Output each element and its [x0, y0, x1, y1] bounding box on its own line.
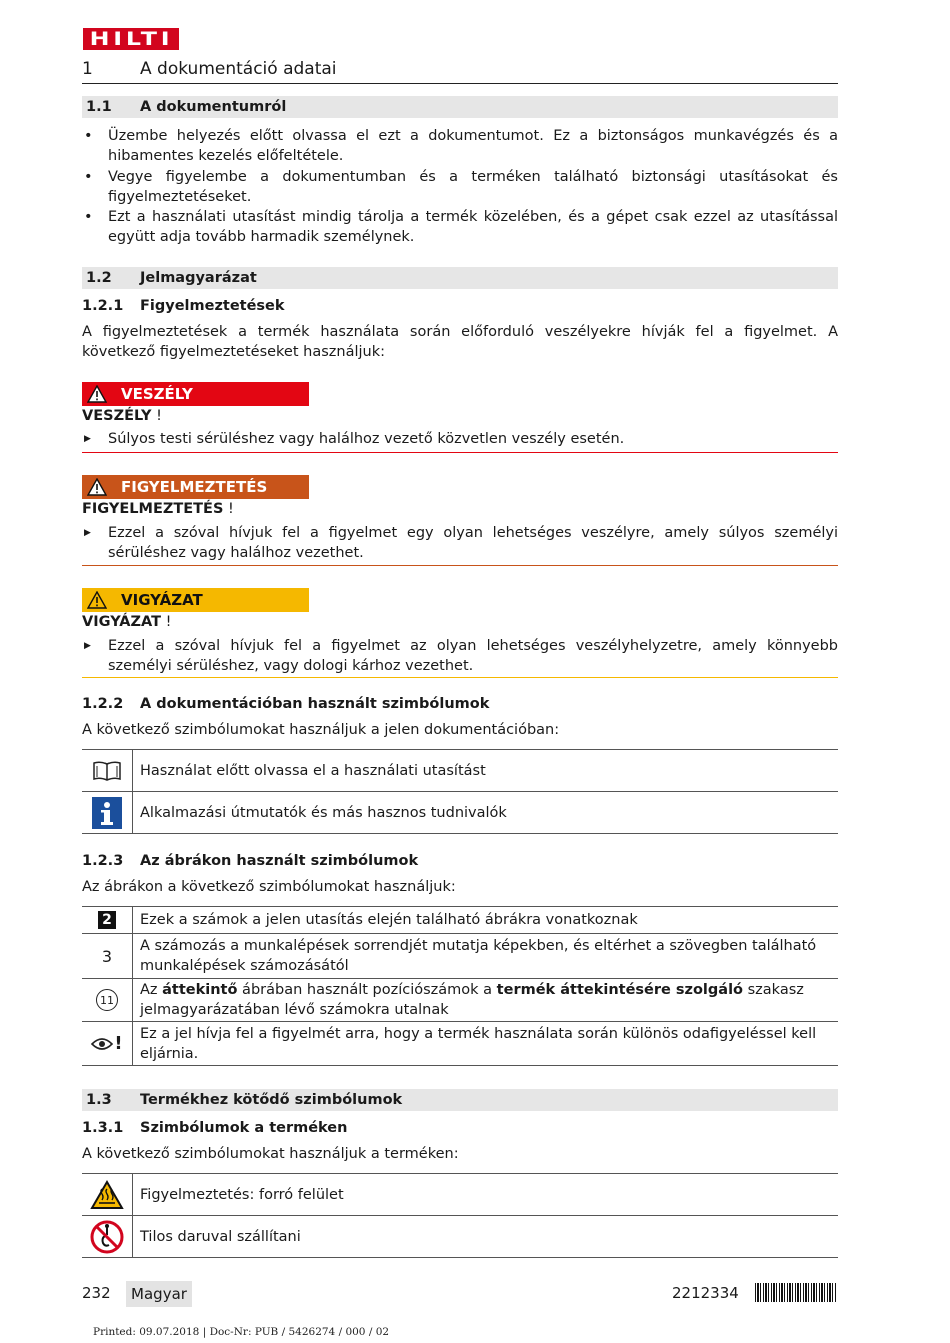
- symbol-description: Alkalmazási útmutatók és más hasznos tudnivalók: [140, 804, 507, 821]
- subsection-heading-1-3-1: [82, 1120, 838, 1140]
- signal-word: VESZÉLY !: [82, 408, 162, 424]
- list-item: [82, 126, 838, 166]
- list-item-text: Vegye figyelembe a dokumentumban és a terméken található biztonsági utasításokat és figyelmeztetéseket.: [108, 169, 838, 205]
- table-row: [82, 1022, 838, 1066]
- section-heading-1-3: [82, 1089, 838, 1111]
- position-number-icon: 11: [96, 989, 118, 1011]
- divider: [82, 565, 838, 566]
- list-item-text: Ezt a használati utasítást mindig tárolja a termék közelében, és a gépet csak ezzel az utasítással együtt adja tovább harmadik személynek.: [108, 209, 838, 245]
- bullet: •: [84, 169, 93, 185]
- figure-number-icon: 2: [98, 911, 116, 929]
- list-item: [82, 636, 838, 676]
- subsection-heading-1-2-2: [82, 696, 838, 716]
- step-number-icon: 3: [101, 946, 113, 966]
- symbol-description: Tilos daruval szállítani: [140, 1228, 301, 1245]
- eye-icon: [91, 1037, 113, 1051]
- table-row: [82, 934, 838, 979]
- print-info: Printed: 09.07.2018 | Doc-Nr: PUB / 5426274 / 000 / 02: [93, 1326, 390, 1338]
- warning-triangle-icon: [87, 478, 107, 496]
- table-row: [82, 907, 838, 934]
- subsection-number: 1.2.2: [82, 696, 124, 712]
- attention-icon: !: [114, 1033, 123, 1054]
- signal-label: VESZÉLY: [121, 385, 193, 403]
- subsection-title: A dokumentációban használt szimbólumok: [140, 696, 490, 712]
- signal-word: FIGYELMEZTETÉS !: [82, 501, 234, 517]
- list-item: [82, 429, 838, 449]
- document-number: 2212334: [672, 1284, 739, 1302]
- triangle-bullet-icon: ▶: [84, 641, 91, 651]
- list-item-text: Súlyos testi sérüléshez vagy halálhoz vezető közvetlen veszély esetén.: [108, 431, 625, 447]
- list-item: [82, 167, 838, 207]
- signal-panel-danger: [82, 382, 309, 406]
- chapter-number: 1: [82, 59, 93, 79]
- triangle-bullet-icon: ▶: [84, 434, 91, 444]
- section-title: Termékhez kötődő szimbólumok: [140, 1092, 403, 1108]
- symbol-description: Ezek a számok a jelen utasítás elején található ábrákra vonatkoznak: [140, 912, 638, 928]
- table-row: [82, 979, 838, 1022]
- info-icon: [92, 797, 122, 829]
- symbol-description: Az áttekintő ábrában használt pozíciószámok a termék áttekintésére szolgáló szakasz jelmagyarázatában lévő számokra utalnak: [140, 982, 804, 1018]
- divider: [82, 677, 838, 678]
- warning-triangle-icon: [87, 385, 107, 403]
- symbol-description: Ez a jel hívja fel a figyelmét arra, hogy a termék használata során különös odafigyeléssel kell eljárnia.: [140, 1025, 817, 1062]
- list-item: [82, 523, 838, 563]
- subsection-title: Az ábrákon használt szimbólumok: [140, 853, 419, 869]
- list-item-text: Ezzel a szóval hívjuk fel a figyelmet egy olyan lehetséges veszélyre, amely súlyos személyi sérüléshez vagy halálhoz vezethet.: [108, 525, 838, 561]
- signal-panel-caution: [82, 588, 309, 612]
- subsection-number: 1.2.1: [82, 298, 124, 314]
- section-number: 1.1: [86, 99, 112, 115]
- chapter-title: A dokumentáció adatai: [140, 59, 337, 79]
- paragraph: A figyelmeztetések a termék használata során előforduló veszélyekre hívják fel a figyelmet. A következő figyelmeztetéseket használjuk:: [82, 324, 838, 360]
- paragraph: A következő szimbólumokat használjuk a jelen dokumentációban:: [82, 722, 560, 738]
- signal-panel-warning: [82, 475, 309, 499]
- no-crane-icon: [90, 1220, 124, 1254]
- bullet: •: [84, 209, 93, 225]
- divider: [82, 452, 838, 453]
- table-row: [82, 750, 838, 792]
- subsection-number: 1.2.3: [82, 853, 124, 869]
- bullet: •: [84, 128, 93, 144]
- table-row: [82, 1216, 838, 1258]
- symbol-description: Használat előtt olvassa el a használati utasítást: [140, 762, 486, 779]
- chapter-heading: [82, 58, 838, 84]
- book-icon: [92, 760, 122, 782]
- subsection-title: Szimbólumok a terméken: [140, 1120, 348, 1136]
- language-label: Magyar: [126, 1281, 192, 1307]
- subsection-title: Figyelmeztetések: [140, 298, 285, 314]
- hilti-logo: HILTI: [83, 28, 179, 50]
- section-number: 1.2: [86, 270, 112, 286]
- table-row: [82, 792, 838, 834]
- section-title: Jelmagyarázat: [140, 270, 257, 286]
- subsection-heading-1-2-1: [82, 298, 838, 318]
- barcode: [755, 1283, 837, 1302]
- hot-surface-icon: [90, 1180, 124, 1210]
- table-row: [82, 1174, 838, 1216]
- triangle-bullet-icon: ▶: [84, 528, 91, 538]
- paragraph: Az ábrákon a következő szimbólumokat használjuk:: [82, 879, 456, 895]
- signal-label: FIGYELMEZTETÉS: [121, 478, 268, 496]
- list-item-text: Üzembe helyezés előtt olvassa el ezt a dokumentumot. Ez a biztonságos munkavégzés és a hibamentes kezelés előfeltétele.: [108, 128, 838, 164]
- section-heading-1-1: [82, 96, 838, 118]
- subsection-number: 1.3.1: [82, 1120, 124, 1136]
- signal-label: VIGYÁZAT: [121, 591, 203, 609]
- symbol-description: A számozás a munkalépések sorrendjét mutatja képekben, és eltérhet a szövegben található munkalépések számozásától: [140, 938, 817, 974]
- section-heading-1-2: [82, 267, 838, 289]
- list-item: [82, 207, 838, 247]
- page-number: 232: [82, 1284, 111, 1302]
- symbol-description: Figyelmeztetés: forró felület: [140, 1186, 344, 1203]
- section-title: A dokumentumról: [140, 99, 287, 115]
- section-number: 1.3: [86, 1092, 112, 1108]
- warning-triangle-icon: [87, 591, 107, 609]
- paragraph: A következő szimbólumokat használjuk a terméken:: [82, 1146, 459, 1162]
- subsection-heading-1-2-3: [82, 853, 838, 873]
- signal-word: VIGYÁZAT !: [82, 614, 172, 630]
- list-item-text: Ezzel a szóval hívjuk fel a figyelmet az olyan lehetséges veszélyhelyzetre, amely könnyebb személyi sérüléshez, vagy dologi kárhoz vezethet.: [108, 638, 838, 674]
